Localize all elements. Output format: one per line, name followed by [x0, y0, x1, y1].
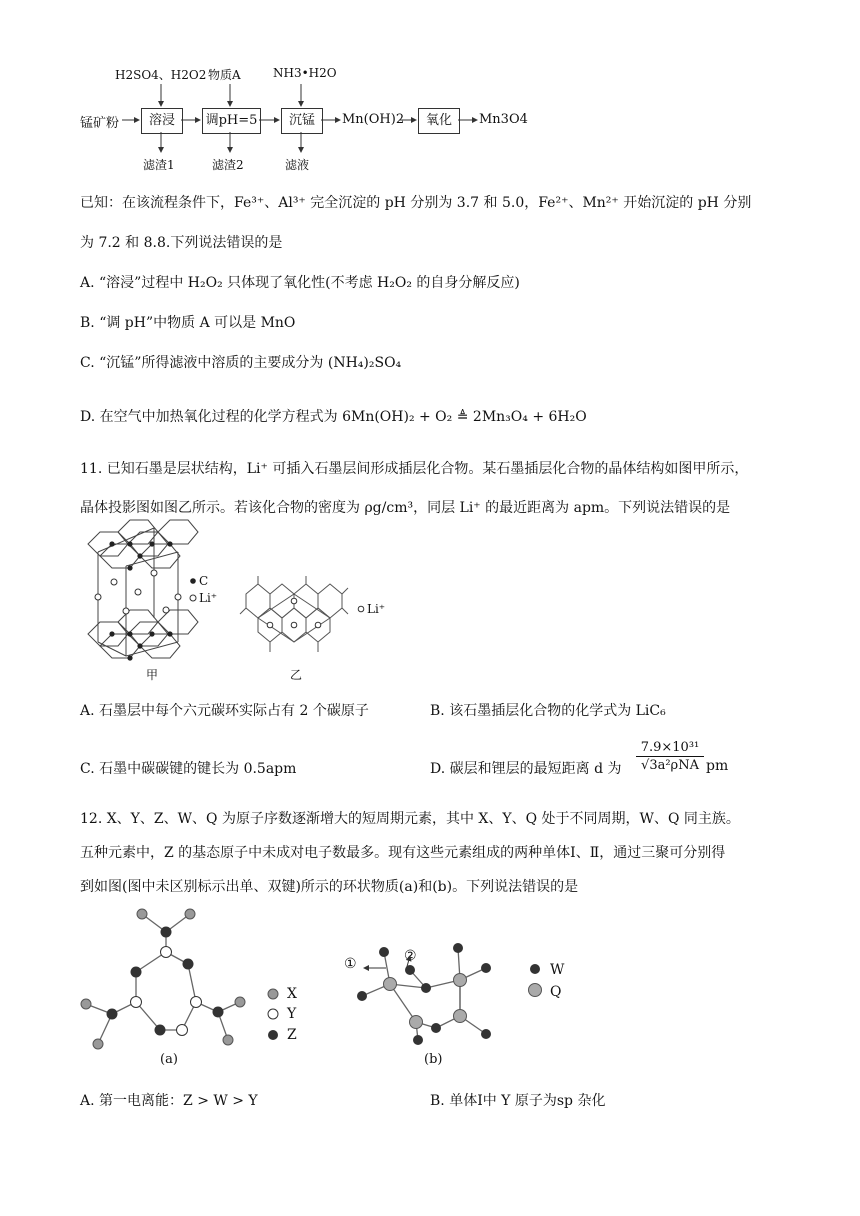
marker-2: ②: [404, 948, 417, 964]
flow-out-1: 滤渣1: [143, 158, 175, 172]
q12-stem-line-1: 12. X、Y、Z、W、Q 为原子序数逐渐增大的短周期元素，其中 X、Y、Q 处于不同周期，W、Q 同主族。: [80, 811, 740, 827]
q10-option-c: C. “沉锰”所得滤液中溶质的主要成分为 (NH₄)₂SO₄: [80, 355, 402, 371]
q10-option-b: B. “调 pH”中物质 A 可以是 MnO: [80, 315, 296, 331]
flow-step-2: 调pH=5: [202, 108, 261, 134]
q11-option-c: C. 石墨中碳碳键的键长为 0.5apm: [80, 761, 297, 777]
flow-reagent-1: H2SO4、H2O2: [115, 68, 207, 82]
q11-option-d-fraction: [636, 740, 704, 773]
legend-c-label: C: [199, 574, 209, 588]
q11-option-a: A. 石墨层中每个六元碳环实际占有 2 个碳原子: [80, 703, 369, 719]
flow-reagent-3: NH3•H2O: [273, 66, 337, 80]
q11-option-d: [430, 758, 622, 778]
legend-z-label: Z: [287, 1027, 297, 1043]
caption-yi: 乙: [290, 668, 303, 682]
flow-product: Mn3O4: [479, 112, 528, 127]
q12-stem-line-2: 五种元素中，Z 的基态原子中未成对电子数最多。现有这些元素组成的两种单体Ⅰ、Ⅱ，通过三聚可分别得: [80, 845, 726, 861]
molecule-a-figure: [78, 902, 278, 1072]
flow-reagent-2: 物质A: [208, 68, 241, 82]
q11-stem-line-2: 晶体投影图如图乙所示。若该化合物的密度为 ρg/cm³，同层 Li⁺ 的最近距离为 apm。下列说法错误的是: [80, 500, 731, 516]
q12-stem-line-3: 到如图(图中未区别标示出单、双键)所示的环状物质(a)和(b)。下列说法错误的是: [80, 879, 579, 895]
caption-b: (b): [424, 1052, 443, 1067]
flow-arrows: [0, 0, 860, 200]
caption-a: (a): [160, 1052, 178, 1067]
marker-1: ①: [344, 956, 357, 972]
flow-step-1: 溶浸: [141, 108, 183, 134]
legend-w-label: W: [550, 962, 565, 978]
caption-jia: 甲: [146, 668, 159, 682]
flow-start: 锰矿粉: [80, 116, 120, 131]
q10-option-a: A. “溶浸”过程中 H₂O₂ 只体现了氧化性(不考虑 H₂O₂ 的自身分解反应): [80, 275, 520, 291]
fraction-denominator: √3a²ρNA: [641, 758, 699, 773]
flow-mid: Mn(OH)2: [342, 112, 405, 127]
fraction-numerator: 7.9×10³¹: [636, 740, 704, 757]
flow-out-2: 滤渣2: [212, 158, 244, 172]
q10-known-line-1: 已知：在该流程条件下，Fe³⁺、Al³⁺ 完全沉淀的 pH 分别为 3.7 和 5.0，Fe²⁺、Mn²⁺ 开始沉淀的 pH 分别: [80, 195, 752, 211]
molecule-b-figure: [350, 940, 510, 1050]
legend-xyz-markers: [267, 988, 281, 1048]
legend-li-label-2: Li⁺: [367, 602, 386, 616]
crystal-structure-figure: [78, 522, 258, 682]
projection-figure: [236, 574, 356, 664]
flow-step-4: 氧化: [418, 108, 460, 134]
q11-option-d-prefix: D. 碳层和锂层的最短距离 d 为: [430, 761, 622, 777]
q12-option-a: A. 第一电离能：Z > W > Y: [80, 1093, 258, 1109]
legend-marker-li-2: [356, 604, 366, 614]
legend-y-label: Y: [287, 1006, 297, 1022]
legend-q-label: Q: [550, 984, 562, 1000]
q11-stem-line-1: 11. 已知石墨是层状结构，Li⁺ 可插入石墨层间形成插层化合物。某石墨插层化合物的晶体结构如图甲所示，: [80, 461, 749, 477]
q12-option-b: B. 单体Ⅰ中 Y 原子为sp 杂化: [430, 1093, 606, 1109]
legend-x-label: X: [287, 986, 297, 1002]
q10-known-line-2: 为 7.2 和 8.8.下列说法错误的是: [80, 235, 283, 251]
q10-option-d: D. 在空气中加热氧化过程的化学方程式为 6Mn(OH)₂ + O₂ ≜ 2Mn₃O₄ + 6H₂O: [80, 409, 587, 425]
flow-step-3: 沉锰: [281, 108, 323, 134]
q11-option-d-unit: pm: [706, 758, 729, 774]
legend-wq-markers: [528, 962, 544, 998]
q11-option-b: B. 该石墨插层化合物的化学式为 LiC₆: [430, 703, 666, 719]
legend-li-label: Li⁺: [199, 591, 218, 605]
flow-out-3: 滤液: [285, 158, 310, 172]
